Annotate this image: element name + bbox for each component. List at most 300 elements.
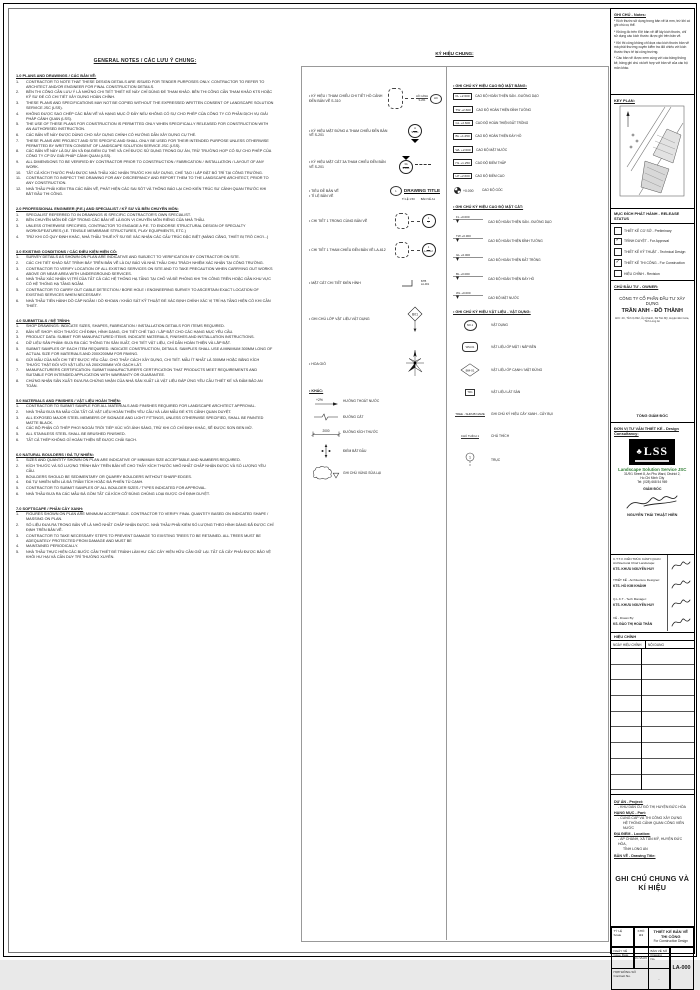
note-text: CONTRACTOR TO INSPECT THE DRAWING FOR ANY DISCREPANCY AND REPORT THEM TO THE LANDSCAPE ARCHITECT, PRIOR TO ANY CONSTRUCTION. — [26, 176, 274, 186]
paper-size-cell — [634, 927, 649, 947]
note-item — [16, 358, 274, 368]
notes-section — [16, 452, 274, 497]
note-text: NHÀ THẦU ĐƯA RA MẪU CỦA TẤT CẢ VẬT LIỆU HOÀN THIỆN YÊU CẦU VÀ LÀM MẪU ĐỂ KTS CẢNH QUAN DUYỆT. — [26, 410, 274, 415]
legend-label: • KÝ HIỆU / THAM CHIẾU CHI TIẾT HỒ CẢNH ĐẾN BẢN VẼ S-310 — [309, 94, 389, 103]
checkmark-icon: ✓ — [616, 260, 620, 265]
notes-items — [16, 213, 274, 240]
elevation-triangle-icon — [411, 139, 419, 143]
level-tag: TW +2.600 — [453, 106, 473, 113]
notes-items — [16, 80, 274, 198]
material-row-furniture — [453, 319, 603, 332]
level-tag: WL +2.600 — [453, 146, 473, 153]
level-tag: GL +2.600 — [453, 120, 473, 127]
note-number: 5. — [16, 432, 24, 437]
leader-dash — [411, 221, 420, 222]
legend-label: HƯỚNG THOÁT NƯỚC — [343, 399, 441, 403]
legend-divider — [446, 66, 447, 940]
note-text: TẤT CẢ THÉP KHÔNG GỈ HOÀN THIỆN SẼ ĐƯỢC CHẢI SẠCH. — [26, 438, 274, 443]
note-item — [16, 404, 274, 409]
notes-section-heading: 6.0 NATURAL BOULDERS / ĐÁ TỰ NHIÊN: — [16, 452, 274, 457]
leader-dash — [411, 250, 420, 251]
section-cut-icon — [401, 278, 419, 288]
release-label: THIẾT KẾ CƠ SỞ - Preliminary — [624, 229, 672, 233]
material-row-annotation — [453, 430, 603, 443]
location-value-line2: TỈNH LONG AN — [623, 847, 691, 852]
note-number: 2. — [16, 410, 24, 415]
level-label: CAO ĐỘ ĐIỂM THẤP — [475, 161, 506, 165]
note-text: NHÀ THẦU ĐƯA RA CÁC MẪU ĐÁ GỒM TẤT CẢ KÍCH CỠ ĐÚNG CHỦNG LOẠI ĐƯỢC CHỈ ĐỊNH DUYỆT. — [26, 492, 274, 497]
break-line-icon — [313, 413, 339, 421]
note-item — [16, 512, 274, 522]
note-number: 5. — [16, 288, 24, 298]
note-text: MANUFACTURERS CERTIFICATION: SUBMIT MANUFACTURER'S CERTIFICATION THAT PRODUCTS MEET REQUIREMENTS AND SUITABLE FOR INTENDED APPLICATION WITH WARRANTY OR GUARANTEE. — [26, 368, 274, 378]
note-item — [16, 176, 274, 186]
note-number: 2. — [16, 218, 24, 223]
owner-company-line1: CÔNG TY CỔ PHẦN ĐẦU TƯ XÂY DỰNG — [614, 296, 691, 306]
tb-keyplan — [611, 95, 694, 209]
note-item — [16, 299, 274, 309]
tb-notes-heading: GHI CHÚ - Notes: — [614, 12, 691, 17]
note-number: 1. — [16, 404, 24, 409]
key-plan-drawing — [619, 105, 685, 197]
release-row — [614, 238, 691, 246]
level-label: CAO ĐỘ HOÀN THIỆN ĐÁY HỒ — [488, 277, 534, 281]
signature-name: KS. ĐÀO THỊ HOÀI THÂN — [613, 622, 665, 626]
svg-text:TW +0.300: TW +0.300 — [456, 234, 471, 238]
drawing-no-label-cell — [648, 947, 670, 969]
notes-section — [16, 73, 274, 197]
note-number: 2. — [16, 261, 24, 266]
revision-empty-row — [611, 712, 694, 728]
note-item — [16, 288, 274, 298]
notes-items — [16, 324, 274, 389]
note-item — [16, 410, 274, 415]
note-item — [16, 90, 274, 100]
note-text: CÁC BẢN VẼ NÀY LÀ DỰ ÁN VÀ ĐỊA ĐIỂM CỤ THỂ VÀ CHỈ ĐƯỢC SỬ DỤNG TRONG DỰ ÁN, TRỪ TRƯỜNG HỢP CÓ SỰ CHO PHÉP CỦA CÔNG TY CP DV GIẢI PHÁP CẢNH QUAN (LSS). — [26, 149, 274, 159]
surface-tag-icon: WM-01 — [462, 342, 478, 352]
revision-empty-row — [611, 696, 694, 712]
note-number: 7. — [16, 368, 24, 378]
typical-section-sheet: LA-001 — [421, 283, 429, 286]
note-item — [16, 426, 274, 431]
status-line2: For Construction Design — [651, 939, 692, 943]
section-level-row — [453, 290, 603, 300]
level-label: CAO ĐỘ HOÀN THIỆN SÀN - ĐƯỜNG DẠO — [475, 94, 539, 98]
level-tag: LP +2.600 — [453, 173, 472, 180]
materials-heading: • GHI CHÚ KÝ HIỆU VẬT LIỆU - VẬT DỤNG: — [453, 310, 603, 314]
dimension-line-icon — [312, 428, 340, 437]
material-layer-symbol — [389, 306, 441, 333]
revision-column-divider — [641, 649, 642, 790]
note-number: 3. — [16, 267, 24, 277]
note-number: 1. — [16, 255, 24, 260]
svg-text:BL +0.000: BL +0.000 — [456, 272, 470, 276]
paper-label: KHỔ — [636, 929, 646, 933]
note-text: SỐ LIỆU ĐƯA RA TRONG BẢN VẼ LÀ NHỎ NHẤT CHẤP NHẬN ĐƯỢC. NHÀ THẦU PHẢI KIỂM SỐ LƯỢNG THEO HÌNH DÁNG ĐÃ ĐƯỢC CHỈ ĐỊNH TRÊN BẢN VẼ. — [26, 523, 274, 533]
detail-sheet: - — [428, 222, 429, 225]
owner-company-line2: TRẦN ANH - ĐỒ THÀNH — [614, 308, 691, 314]
note-text: BOULDERS SHOULD BE SEDIMENTARY OR QUARRY BOULDERS WITHOUT SHARP EDGES. — [26, 475, 274, 480]
note-item — [16, 475, 274, 480]
note-text: CONTRACTOR TO TAKE NECESSARY STEPS TO PREVENT DAMAGE TO EXISTING TREES TO BE RETAINED. ALL TREES MUST BE ADEQUATELY PROTECTED FROM DAMAGE AND MUST BE — [26, 534, 274, 544]
note-item — [16, 534, 274, 544]
drawing-number-cell — [670, 947, 694, 990]
note-text: CONTRACTOR TO VERIFY LOCATION OF ALL EXISTING SERVICES ON SITE AND TO TAKE PRECAUTION WHEN CARRYING OUT WORKS ABOVE OR NEAR AREA WITH UNDERGROUND SERVICES. — [26, 267, 274, 277]
note-number: 9. — [16, 160, 24, 170]
dashed-boundary-icon — [388, 88, 403, 109]
note-text: UNLESS OTHERWISE SPECIFIED, CONTRACTOR TO ENGAGE A P.E. TO ENDORSE STRUCTURAL DESIGN OF SPECIALTY WORKS/FEATURES (I.E. TENSILE MEMBRANE STRUCTURES, PLAY EQUIPMENTS, ETC.) — [26, 224, 274, 234]
material-label: CHÚ THÍCH — [491, 434, 603, 438]
notes-section — [16, 506, 274, 560]
paper-value: A1 — [636, 933, 646, 937]
section-level-icon — [453, 271, 485, 281]
note-number: 3. — [16, 335, 24, 340]
release-row — [614, 259, 691, 267]
signature-role-line1: C.T.T.V. KIẾN TRÚC CẢNH QUAN — [613, 558, 665, 562]
tree-name-sample: TREE - SHRUB NAME — [455, 412, 485, 418]
detail-number: 1 — [427, 218, 431, 222]
notes-section-heading: 5.0 MATERIALS AND FINISHES / VẬT LIỆU HOÀN THIỆN: — [16, 398, 274, 403]
drawing-no-label-en: Drawing No. — [651, 953, 668, 961]
note-text: DỮ LIỆU SẢN PHẨM: ĐƯA RA CÁC THÔNG TIN SẢN XUẤT, CHI TIẾT VẬT LIỆU, CHỈ DẪN HOÀN THIỆN VÀ LẮP ĐẶT. — [26, 341, 274, 346]
note-text: CÁC CHI TIẾT KHẢO SÁT TRÌNH BÀY TRÊN BẢN VẼ LÀ DỰ BÁO VÀ NHÀ THẦU CHỊU TRÁCH NHIỆM XÁC NHẬN TẠI CÔNG TRƯỜNG. — [26, 261, 274, 266]
release-rows — [614, 227, 691, 277]
issue-date-value-cell — [634, 947, 649, 969]
note-item — [16, 160, 274, 170]
material-row-paving — [453, 386, 603, 399]
note-item — [16, 213, 274, 218]
note-number: 1. — [16, 80, 24, 90]
tb-note-bullet: * Khi thi công không chỉ dựa vào kích thước bản vẽ mà phải thường xuyên kiểm tra đối chiếu với kích thước thực tế tại công trường. — [614, 41, 691, 55]
note-text: KÍCH THƯỚC VÀ SỐ LƯỢNG TRÌNH BÀY TRÊN BẢN VẼ CHO THẤY KÍCH THƯỚC NHỎ NHẤT CHẤP NHẬN ĐƯỢC VÀ SỐ LƯỢNG YÊU CẦU. — [26, 464, 274, 474]
contract-label-vn: HỢP ĐỒNG SỐ — [614, 970, 647, 974]
cutline-symbol — [309, 413, 343, 421]
note-number: 6. — [16, 438, 24, 443]
legend-row-detail-same-sheet — [309, 213, 441, 229]
note-number: 5. — [16, 486, 24, 491]
note-item — [16, 458, 274, 463]
drawing-scale-sample: TỈ LỆ 1:50 — [402, 197, 415, 201]
plan-level-row — [453, 120, 603, 127]
plan-level-row — [453, 93, 603, 100]
release-row — [614, 248, 691, 256]
notes-section-heading: 3.0 EXISTING CONDITIONS / CÁC ĐIỀU KIỆN HIỆN CÓ: — [16, 249, 274, 254]
legend-right-column — [453, 84, 603, 477]
legend-row-section-marker — [309, 156, 441, 175]
note-text: MAINTAINED PERIODICALLY. — [26, 544, 274, 549]
note-item — [16, 480, 274, 485]
note-text: BÊN THI CÔNG CẦN LƯU Ý LÀ NHỮNG CHI TIẾT THIẾT KẾ NÀY CHỈ DÙNG ĐỂ THAM KHẢO. BÊN THI CÔNG CẦN THAM KHẢO KTS HOẶC KỸ SƯ ĐỂ CÓ CHI TIẾT XÂY DỰNG HOÀN CHỈNH. — [26, 90, 274, 100]
part-label: HẠNG MỤC - Part: — [614, 811, 691, 815]
note-item — [16, 335, 274, 340]
legend-label: • CHI TIẾT 1 THAM CHIẾU ĐẾN BẢN VẼ LA-612 — [309, 248, 389, 253]
note-number: 4. — [16, 480, 24, 485]
note-item — [16, 139, 274, 149]
axis-bubble-icon — [464, 452, 476, 468]
typical-section-symbol — [389, 278, 441, 288]
plan-level-row — [453, 106, 603, 113]
note-text: SPECIALIST REFERRED TO IN DRAWINGS IS SPECIFIC CONTRACTOR'S OWN SPECIALIST. — [26, 213, 274, 218]
signature-role-line1: THIẾT KẾ - Architecture Designer: — [613, 579, 665, 583]
project-label: DỰ ÁN - Project: — [614, 800, 691, 804]
legend-row-detail-other-sheet — [309, 242, 441, 258]
note-number: 1. — [16, 458, 24, 463]
consultancy-signer-name: NGUYỄN THÁI THUẬT HIỀN — [614, 513, 691, 517]
revision-empty-row — [611, 759, 694, 775]
note-item — [16, 101, 274, 111]
level-label: CAO ĐỘ HOÀN THIỆN ĐẤT TRỒNG — [488, 258, 541, 262]
revision-empty-row — [611, 665, 694, 681]
legend-label — [309, 189, 389, 198]
notes-section-heading: 7.0 SOFTSCAPE / PHẦN CÂY XANH: — [16, 506, 274, 511]
legend-row-typical-section — [309, 278, 441, 288]
tb-consultancy — [611, 423, 694, 555]
tb-notes-bullets — [614, 19, 691, 71]
signature-row — [611, 574, 694, 593]
pool-tag-name: HỒ CẢNH — [416, 95, 428, 99]
section-level-row — [453, 271, 603, 281]
material-row-tree — [453, 408, 603, 421]
north-arrow-symbol — [389, 349, 441, 379]
drainage-symbol — [309, 397, 343, 406]
release-status-heading: MỤC ĐÍCH PHÁT HÀNH - RELEASE STATUS — [611, 209, 694, 224]
note-item — [16, 416, 274, 426]
note-text: SUBMIT SAMPLES OF EACH ITEM REQUIRED. INDICATE CONSTRUCTION, DETAILS. SAMPLES SHALL USE A MINIMUM 300MM LONG OF ACTUAL SIZE FOR MATERIALS AND 200X200MM FOR PAVING. — [26, 347, 274, 357]
tb-signatures — [611, 555, 694, 633]
svg-text:B01: B01 — [412, 312, 418, 316]
tb-revision — [611, 633, 694, 795]
signature-name: KTS. KHƯU NGUYỄN HUY — [613, 603, 665, 607]
revision-col-content: NỘI DUNG — [646, 641, 666, 648]
note-number: 3. — [16, 224, 24, 234]
project-value: - KHU DÂN CƯ ĐÔ THỊ HUYỆN ĐỨC HÒA — [618, 805, 691, 810]
legend-label: • KÝ HIỆU MẶT ĐỨNG A THAM CHIẾU ĐẾN BẢN VẼ S-201 — [309, 129, 389, 138]
revision-empty-row — [611, 649, 694, 665]
note-number: 8. — [16, 379, 24, 389]
note-text: CONTRACTOR TO NOTE THAT THESE DESIGN DETAILS ARE ISSUED FOR TENDER PURPOSES ONLY. CONTRACTOR TO REFER TO ARCHITECT AND/OR ENGINEER FOR FINAL CONSTRUCTION DETAILS. — [26, 80, 274, 90]
level-label: CAO ĐỘ HOÀN THIỆN ĐỈNH TƯỜNG — [476, 108, 531, 112]
general-notes-title: GENERAL NOTES / CÁC LƯU Ý CHUNG: — [16, 58, 274, 64]
plan-level-rows — [453, 93, 603, 179]
consultancy-address-1: 31/9/1 Street 8, An Phu Ward, District 2, — [614, 472, 691, 476]
note-item — [16, 224, 274, 234]
legend-row-north-arrow — [309, 349, 441, 379]
note-number: 6. — [16, 358, 24, 368]
signature-row — [611, 612, 694, 631]
signature-role-line2: Architectural Chief Landscape: — [613, 562, 665, 566]
checkbox — [614, 259, 622, 267]
note-number: 12. — [16, 187, 24, 197]
notes-items — [16, 404, 274, 442]
tb-project — [611, 795, 694, 927]
note-number: 4. — [16, 235, 24, 240]
note-item — [16, 464, 274, 474]
svg-text:1: 1 — [469, 456, 471, 460]
drawing-title-label: BẢN VẼ - Drawing Title: — [614, 854, 691, 858]
legend-row-revision-cloud — [309, 465, 441, 481]
plan-level-row — [453, 133, 603, 140]
legend-label: • GHI CHÚ LỚP VẬT LIỆU VẬT DỤNG — [309, 317, 389, 322]
legend-label: ĐIỂM BẮT ĐẦU — [343, 449, 441, 453]
note-number: 2. — [16, 464, 24, 474]
drawing-number: LA-000 — [672, 949, 691, 989]
note-text: NHÀ THẦU XÁC NHẬN VỊ TRÍ CỦA TẤT CẢ CÁC HỆ THỐNG HẠ TẦNG TẠI CHỖ VÀ ĐỀ PHÒNG KHI THI CÔNG TRÊN HOẶC GẦN KHU VỰC CÓ HỆ THỐNG HẠ TẦNG NGẦM. — [26, 277, 274, 287]
part-value — [618, 816, 691, 830]
legend-row-material-layer — [309, 306, 441, 333]
material-label: VẬT LIỆU ỐP MẶT / NẮP BÊN — [491, 345, 603, 349]
material-row-edge — [453, 363, 603, 377]
signature-role-line1: Q.L.K.T - Tech Manager: — [613, 598, 665, 602]
note-item — [16, 523, 274, 533]
note-text: NHÀ THẦU THỰC HIỆN CÁC BƯỚC CẦN THIẾT ĐỂ TRÁNH LÀM HƯ CÁC CÂY HIỆN HỮU CẦN GIỮ LẠI. TẤT CẢ CÂY PHẢI ĐƯỢC BẢO VỆ KHỎI HƯ HẠI VÀ CẦN DUY TRÌ THƯỜNG XUYÊN. — [26, 550, 274, 560]
drawing-title-label-1: • TIÊU ĐỀ BẢN VẼ — [309, 189, 389, 194]
signature-rows — [611, 555, 694, 631]
legend-title: KÝ HIỆU CHUNG: — [301, 51, 608, 56]
location-value-line1: - ẤP CHÁNH, XÃ TÂN MỸ, HUYỆN ĐỨC HÒA, — [618, 837, 691, 846]
note-item — [16, 330, 274, 335]
material-label: VẬT DỤNG — [491, 323, 603, 327]
section-level-icon — [453, 233, 485, 243]
note-number: 1. — [16, 512, 24, 522]
note-number: 7. — [16, 139, 24, 149]
material-label: VẬT LIỆU LÁT SÀN — [491, 390, 603, 394]
section-level-rows — [453, 214, 603, 300]
note-item — [16, 368, 274, 378]
section-cut-line — [415, 164, 431, 165]
level-tag: FL +2.600 — [453, 93, 472, 100]
issue-date-label-cell — [611, 947, 634, 969]
legend-left-column — [309, 88, 441, 481]
pool-detail-symbol — [389, 88, 441, 109]
signature-role-line1: VẼ - Drawn By: — [613, 617, 665, 621]
svg-text:+0.000: +0.000 — [463, 189, 474, 193]
contract-label-en: Contract No. — [614, 974, 647, 978]
revision-cloud-symbol — [309, 465, 343, 481]
checkbox — [614, 238, 622, 246]
plan-level-row — [453, 159, 603, 166]
note-text: SURVEY DETAILS AS SHOWN ON PLAN ARE INDICATIVE AND SUBJECT TO VERIFICATION BY CONTRACTOR ON SITE. — [26, 255, 274, 260]
note-item — [16, 347, 274, 357]
note-number: 1. — [16, 213, 24, 218]
revision-title: HIỆU CHỈNH — [611, 633, 694, 641]
svg-text:BM-01: BM-01 — [466, 368, 475, 372]
legend-label: • KÝ HIỆU MẶT CẮT 3A THAM CHIẾU ĐẾN BẢN VẼ S-201 — [309, 160, 389, 169]
svg-text:FL +0.000: FL +0.000 — [456, 215, 470, 219]
material-label: TRỤC — [491, 458, 603, 462]
release-label: TRÌNH DUYỆT - For Approval — [624, 239, 669, 243]
location-label: ĐỊA ĐIỂM - Location: — [614, 832, 691, 836]
section-level-icon — [453, 252, 485, 262]
lss-logo-text: LSS — [644, 444, 668, 459]
checkbox — [614, 248, 622, 256]
section-triangle-icon — [402, 156, 410, 160]
note-text: BẢN VẼ SHOP: KÍCH THƯỚC CHỈ ĐỊNH, HÌNH DẠNG, CHI TIẾT CHẾ TẠO / LẮP ĐẶT CHO CÁC HẠNG MỤC YÊU CẦU. — [26, 330, 274, 335]
note-text: NHÀ THẦU TIẾN HÀNH DÒ CÁP NGẦM / DÒ KHOAN / KHẢO SÁT KỸ THUẬT ĐỂ XÁC ĐỊNH CHÍNH XÁC VỊ TRÍ HẠ TẦNG HIỆN CÓ KHI CẦN THIẾT. — [26, 299, 274, 309]
note-item — [16, 218, 274, 223]
note-text: ALL STAINLESS STEEL SHALL BE BRUSHED FINISHED. — [26, 432, 274, 437]
note-item — [16, 379, 274, 389]
logo-rule — [635, 460, 669, 461]
keyplan-label: KEY PLAN: — [614, 98, 691, 103]
note-number: 4. — [16, 277, 24, 287]
level-label: CAO ĐỘ HOÀN THIỆN ĐẤT TRỒNG — [476, 121, 529, 125]
general-notes-column — [16, 58, 274, 569]
note-item — [16, 235, 274, 240]
note-text: SHOP DRAWINGS: INDICATE SIZES, SHAPES, FABRICATION / INSTALLATION DETAILS FOR ITEMS REQUIRED. — [26, 324, 274, 329]
status-cell — [648, 927, 694, 947]
tb-release-status — [611, 209, 694, 281]
level-tag: BL +1.250 — [453, 133, 472, 140]
drawing-title-symbol — [389, 186, 441, 201]
notes-section-heading: 2.0 PROFESSIONAL ENGINEER (P.E.) AND SPECIALIST / KỸ SƯ VÀ BÊN CHUYÊN MÔN: — [16, 206, 274, 211]
note-text: SIZES AND QUANTITY SHOWN ON PLAN ARE INDICATIVE OF MINIMUM SIZE ACCEPTABLE AND NUMBERS REQUIRED. — [26, 458, 274, 463]
legend-row-dimension — [309, 428, 441, 437]
note-number: 2. — [16, 330, 24, 335]
note-number: 4. — [16, 426, 24, 431]
revision-empty-row — [611, 680, 694, 696]
notes-sections — [16, 73, 274, 560]
note-text: CONTRACTOR TO CARRY OUT CABLE DETECTION / BORE HOLE / ENGINEERING SURVEY TO ASCERTAIN EXACT LOCATION OF EXISTING SERVICES WHEN NECESSARY. — [26, 288, 274, 298]
section-levels-heading: • GHI CHÚ KÝ HIỆU CAO ĐỘ MẶT CẮT: — [453, 205, 603, 209]
legend-label: ĐƯỜNG CẮT — [343, 415, 441, 419]
note-item — [16, 277, 274, 287]
level-tag: HL +1.250 — [453, 159, 472, 166]
tb-owner — [611, 281, 694, 423]
dashed-boundary-icon — [395, 242, 409, 258]
svg-text:WL +0.000: WL +0.000 — [456, 291, 471, 295]
section-sheet: S-201 — [402, 168, 409, 171]
note-number: 4. — [16, 544, 24, 549]
note-text: GỬI MẪU CỦA MỖI CHI TIẾT ĐƯỢC YÊU CẦU. CHO THẤY CÁCH XÂY DỰNG, CHI TIẾT. MẪU ÍT NHẤT LÀ 300MM HOẶC BẰNG KÍCH THƯỚC THẬT ĐỐI VỚI VẬT LIỆU VÀ 200X200MM VỚI GẠCH LÁT. — [26, 358, 274, 368]
elevation-marker-symbol — [389, 124, 441, 143]
legend-label: • CHI TIẾT 1 TRONG CÙNG BẢN VẼ — [309, 219, 389, 224]
datum-label: CAO ĐỘ GỐC — [482, 188, 503, 192]
note-item — [16, 255, 274, 260]
svg-text:2000: 2000 — [322, 429, 329, 433]
owner-heading: CHỦ ĐẦU TƯ - OWNER: — [614, 284, 691, 289]
note-number: 11. — [16, 176, 24, 186]
signature-scribble — [670, 615, 692, 629]
leader-dash — [405, 98, 414, 99]
dashed-boundary-icon — [395, 213, 409, 229]
note-text: CONTRACTOR TO SUBMIT SAMPLE FOR ALL MATERIALS AND FINISHES REQUIRED FOR LANDSCAPE ARCHITECT APPROVAL. — [26, 404, 274, 409]
scale-label-en: Scale — [614, 933, 632, 937]
issue-label-en: Issue Date — [614, 953, 632, 957]
note-number: 5. — [16, 122, 24, 132]
elevation-sheet: S-201 — [411, 132, 418, 135]
sheet-drawing-title: GHI CHÚ CHUNG VÀ KÍ HIỆU — [614, 874, 691, 892]
section-level-row — [453, 214, 603, 224]
note-text: ALL DIMENSIONS TO BE VERIFIED BY CONTRACTOR PRIOR TO CONSTRUCTION / FABRICATION / INSTALLATION / LAYOUT OF ANY WORK. — [26, 160, 274, 170]
revision-header-row — [611, 641, 694, 649]
level-label: CAO ĐỘ MẶT NƯỚC — [488, 296, 519, 300]
release-row — [614, 270, 691, 278]
signature-name: KTS. KHƯU NGUYỄN HUY — [613, 567, 665, 571]
notes-items — [16, 458, 274, 496]
revision-col-date: NGÀY HIỆU CHỈNH — [611, 641, 646, 648]
legend-row-startpoint — [309, 444, 441, 458]
note-item — [16, 112, 274, 122]
consultancy-tel: Tel: (028) 668 54 969 — [614, 480, 691, 484]
typical-section-ref: 6/TB — [421, 280, 429, 283]
signature-scribble — [670, 577, 692, 591]
note-item — [16, 550, 274, 560]
location-value — [618, 837, 691, 851]
note-text: THESE PLANS AND SPECIFICATIONS MAY NOT BE COPIED WITHOUT THE EXPRESSED WRITTEN CONSENT OF LANDSCAPE SOLUTION SERVICE JSC (LSS). — [26, 101, 274, 111]
note-text: ALL EXPOSED MAJOR STEEL MEMBERS OF SIGNAGE AND LIGHT FITTINGS, UNLESS OTHERWISE SPECIFIED, SHALL BE PAINTED MATTE BLACK. — [26, 416, 274, 426]
note-item — [16, 187, 274, 197]
paving-tag-icon: TR1 — [465, 389, 475, 396]
